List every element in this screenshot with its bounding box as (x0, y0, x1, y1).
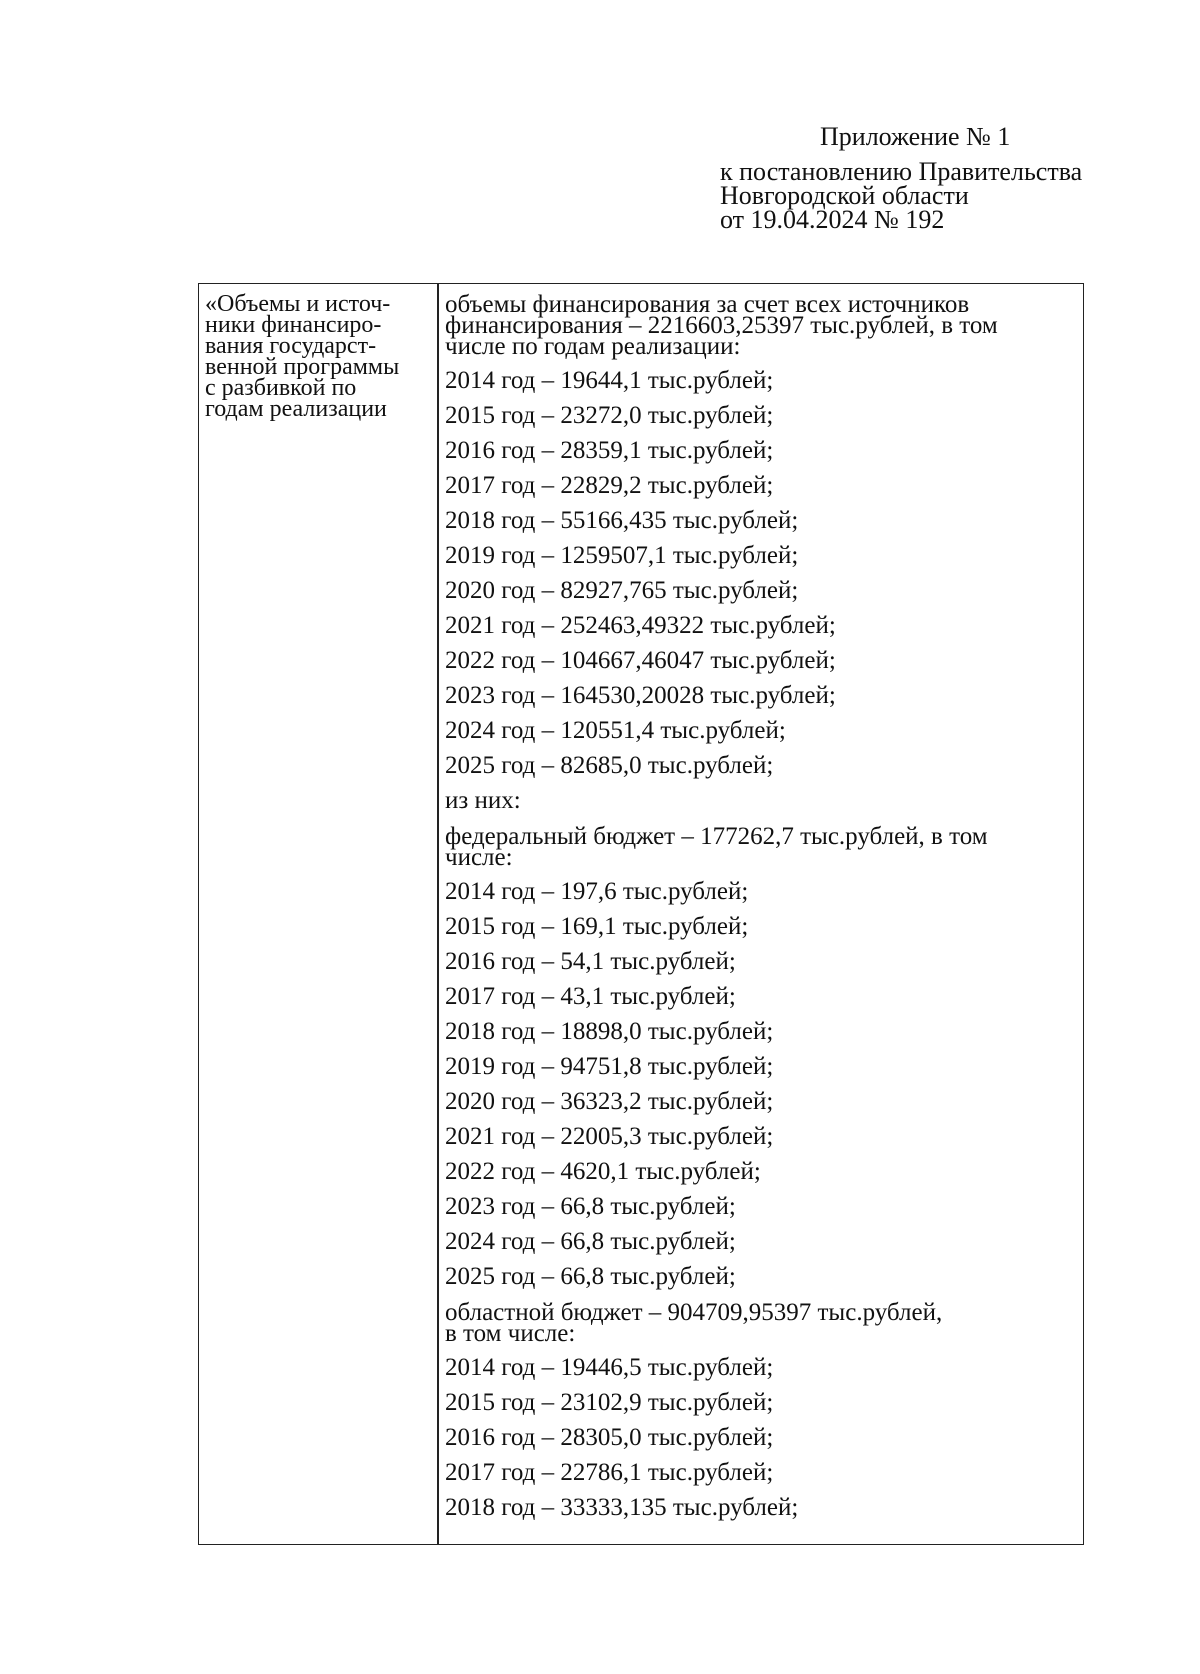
total-year-row: 2020 год – 82927,765 тыс.рублей; (445, 577, 799, 604)
federal-year-row: 2020 год – 36323,2 тыс.рублей; (445, 1088, 774, 1115)
decree-line: Новгородской области (720, 181, 969, 210)
of-them-label: из них: (445, 787, 521, 814)
total-year-row: 2016 год – 28359,1 тыс.рублей; (445, 437, 774, 464)
regional-year-row: 2015 год – 23102,9 тыс.рублей; (445, 1389, 774, 1416)
federal-year-row: 2019 год – 94751,8 тыс.рублей; (445, 1053, 774, 1080)
label-line: «Объемы и источ- (205, 291, 391, 317)
text-line: областной бюджет – 904709,95397 тыс.рублей, (445, 1299, 943, 1326)
regional-year-row: 2017 год – 22786,1 тыс.рублей; (445, 1459, 774, 1486)
label-line: вания государст- (205, 333, 377, 359)
total-year-row: 2015 год – 23272,0 тыс.рублей; (445, 402, 774, 429)
federal-year-row: 2025 год – 66,8 тыс.рублей; (445, 1263, 736, 1290)
total-year-row: 2024 год – 120551,4 тыс.рублей; (445, 717, 786, 744)
appendix-title: Приложение № 1 (820, 122, 1011, 151)
table-label-cell (205, 291, 431, 422)
label-line: ники финансиро- (205, 312, 382, 338)
total-year-row: 2017 год – 22829,2 тыс.рублей; (445, 472, 774, 499)
total-year-row: 2025 год – 82685,0 тыс.рублей; (445, 752, 774, 779)
text-line: федеральный бюджет – 177262,7 тыс.рублей, в том (445, 823, 988, 850)
total-year-row: 2022 год – 104667,46047 тыс.рублей; (445, 647, 836, 674)
label-line: годам реализации (205, 396, 387, 422)
federal-year-row: 2016 год – 54,1 тыс.рублей; (445, 948, 736, 975)
text-line: в том числе: (445, 1320, 576, 1347)
label-line: с разбивкой по (205, 375, 357, 401)
column-divider (437, 284, 439, 1544)
decree-line: к постановлению Правительства (720, 157, 1083, 186)
total-intro (445, 291, 1075, 360)
total-year-row: 2019 год – 1259507,1 тыс.рублей; (445, 542, 799, 569)
decree-reference (720, 157, 1083, 234)
federal-year-row: 2022 год – 4620,1 тыс.рублей; (445, 1158, 761, 1185)
federal-year-row: 2023 год – 66,8 тыс.рублей; (445, 1193, 736, 1220)
total-year-row: 2018 год – 55166,435 тыс.рублей; (445, 507, 799, 534)
text-line: объемы финансирования за счет всех источников (445, 291, 970, 318)
total-year-row: 2021 год – 252463,49322 тыс.рублей; (445, 612, 836, 639)
text-line: числе по годам реализации: (445, 333, 741, 360)
table-value-cell (445, 291, 1075, 1525)
regional-intro (445, 1299, 1075, 1347)
federal-year-row: 2021 год – 22005,3 тыс.рублей; (445, 1123, 774, 1150)
federal-intro (445, 823, 1075, 871)
decree-line: от 19.04.2024 № 192 (720, 205, 945, 234)
label-line: венной программы (205, 354, 400, 380)
regional-year-row: 2014 год – 19446,5 тыс.рублей; (445, 1354, 774, 1381)
regional-year-row: 2016 год – 28305,0 тыс.рублей; (445, 1424, 774, 1451)
total-year-row: 2023 год – 164530,20028 тыс.рублей; (445, 682, 836, 709)
federal-year-row: 2018 год – 18898,0 тыс.рублей; (445, 1018, 774, 1045)
text-line: финансирования – 2216603,25397 тыс.рублей, в том (445, 312, 998, 339)
text-line: числе: (445, 844, 513, 871)
federal-year-row: 2024 год – 66,8 тыс.рублей; (445, 1228, 736, 1255)
total-year-row: 2014 год – 19644,1 тыс.рублей; (445, 367, 774, 394)
federal-year-row: 2014 год – 197,6 тыс.рублей; (445, 878, 749, 905)
federal-year-row: 2015 год – 169,1 тыс.рублей; (445, 913, 749, 940)
financing-table (198, 283, 1084, 1545)
regional-year-row: 2018 год – 33333,135 тыс.рублей; (445, 1494, 799, 1521)
federal-year-row: 2017 год – 43,1 тыс.рублей; (445, 983, 736, 1010)
